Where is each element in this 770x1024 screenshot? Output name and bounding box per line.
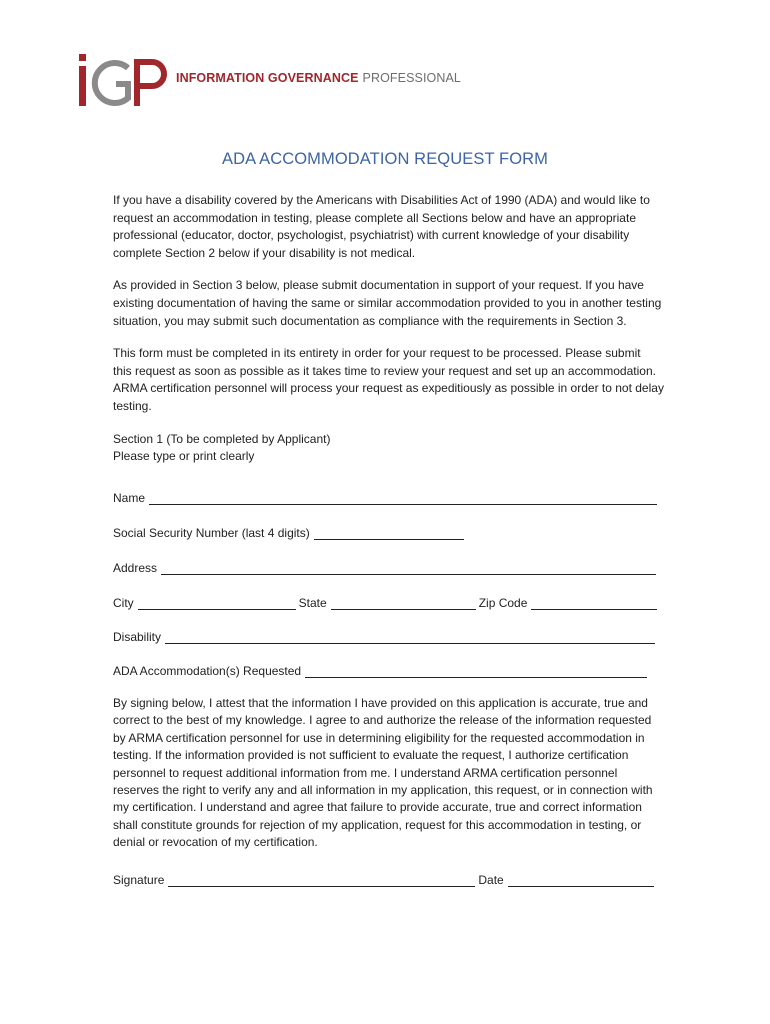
city-state-zip-row xyxy=(113,592,657,610)
text-line: this request as soon as possible as it takes time to review your request and set up an accommodation. xyxy=(113,363,656,378)
signature-date-row xyxy=(113,869,654,887)
intro-paragraph xyxy=(113,192,661,262)
zip-code-input-line[interactable] xyxy=(531,596,657,610)
date-input-line[interactable] xyxy=(508,873,654,887)
ssn-input-line[interactable] xyxy=(314,526,464,540)
intro-paragraph xyxy=(113,277,661,330)
attestation-text xyxy=(113,695,661,852)
text-line: ARMA certification personnel will process your request as expeditiously as possible in order to not delay xyxy=(113,381,664,396)
text-line: my certification. I understand and agree that failure to provide accurate, true and correct information xyxy=(113,800,642,815)
intro-paragraph xyxy=(113,345,664,415)
igp-logo xyxy=(76,54,174,110)
disability-field-row xyxy=(113,626,655,644)
text-line: professional (educator, doctor, psychologist, psychiatrist) with current knowledge of your disability xyxy=(113,228,630,243)
ssn-field-row xyxy=(113,522,464,540)
text-line: personnel to request additional information from me. I understand ARMA certification personnel xyxy=(113,765,618,780)
date-label: Date xyxy=(478,873,504,887)
address-label: Address xyxy=(113,561,158,575)
igp-logo-mark xyxy=(76,54,174,110)
disability-input-line[interactable] xyxy=(165,630,655,644)
ada-requested-input-line[interactable] xyxy=(305,664,647,678)
text-line: If you have a disability covered by the Americans with Disabilities Act of 1990 (ADA) and would like to xyxy=(113,193,650,207)
address-input-line[interactable] xyxy=(161,561,656,575)
ada-requested-label: ADA Accommodation(s) Requested xyxy=(113,664,302,678)
disability-label: Disability xyxy=(113,630,162,644)
organization-name xyxy=(176,71,461,85)
org-name-bold: INFORMATION GOVERNANCE xyxy=(176,71,359,85)
text-line: existing documentation of having the same or similar accommodation provided to you in another testing xyxy=(113,295,662,310)
text-line: correct to the best of my knowledge. I agree to and authorize the release of the information requested xyxy=(113,713,652,728)
state-label: State xyxy=(298,596,327,610)
section1-header xyxy=(113,431,661,466)
text-line: testing. If the information provided is not sufficient to evaluate the request, I authorize certification xyxy=(113,748,629,763)
section1-heading: Section 1 (To be completed by Applicant) xyxy=(113,431,331,446)
text-line: by ARMA certification personnel for use in determining eligibility for the requested accommodation in xyxy=(113,730,645,745)
text-line: This form must be completed in its entirety in order for your request to be processed. Please submit xyxy=(113,346,641,361)
ada-requested-field-row xyxy=(113,660,647,678)
text-line: request an accommodation in testing, please complete all Sections below and have an appropriate xyxy=(113,210,636,225)
name-label: Name xyxy=(113,491,146,505)
text-line: reserves the right to verify any and all information in my application, this request, or in connection with xyxy=(113,783,653,798)
text-line: By signing below, I attest that the information I have provided on this application is accurate, true and xyxy=(113,696,648,710)
text-line: complete Section 2 below if your disability is not medical. xyxy=(113,245,416,260)
signature-label: Signature xyxy=(113,873,165,887)
org-name-light: PROFESSIONAL xyxy=(362,71,461,85)
text-line: As provided in Section 3 below, please submit documentation in support of your request. If you have xyxy=(113,278,644,293)
address-field-row xyxy=(113,557,656,575)
city-input-line[interactable] xyxy=(138,596,296,610)
name-input-line[interactable] xyxy=(149,491,657,505)
form-title: ADA ACCOMMODATION REQUEST FORM xyxy=(222,150,548,168)
text-line: shall constitute grounds for rejection of my application, request for this accommodation in testing, or xyxy=(113,817,642,832)
city-label: City xyxy=(113,596,134,610)
ssn-label: Social Security Number (last 4 digits) xyxy=(113,526,310,540)
section1-instruction: Please type or print clearly xyxy=(113,449,255,464)
zip-code-label: Zip Code xyxy=(478,596,528,610)
text-line: situation, you may submit such documentation as compliance with the requirements in Section 3. xyxy=(113,313,627,328)
text-line: testing. xyxy=(113,398,152,413)
name-field-row xyxy=(113,487,657,505)
signature-input-line[interactable] xyxy=(168,873,475,887)
text-line: denial or revocation of my certification. xyxy=(113,835,318,850)
state-input-line[interactable] xyxy=(331,596,476,610)
intro-text xyxy=(113,192,664,481)
